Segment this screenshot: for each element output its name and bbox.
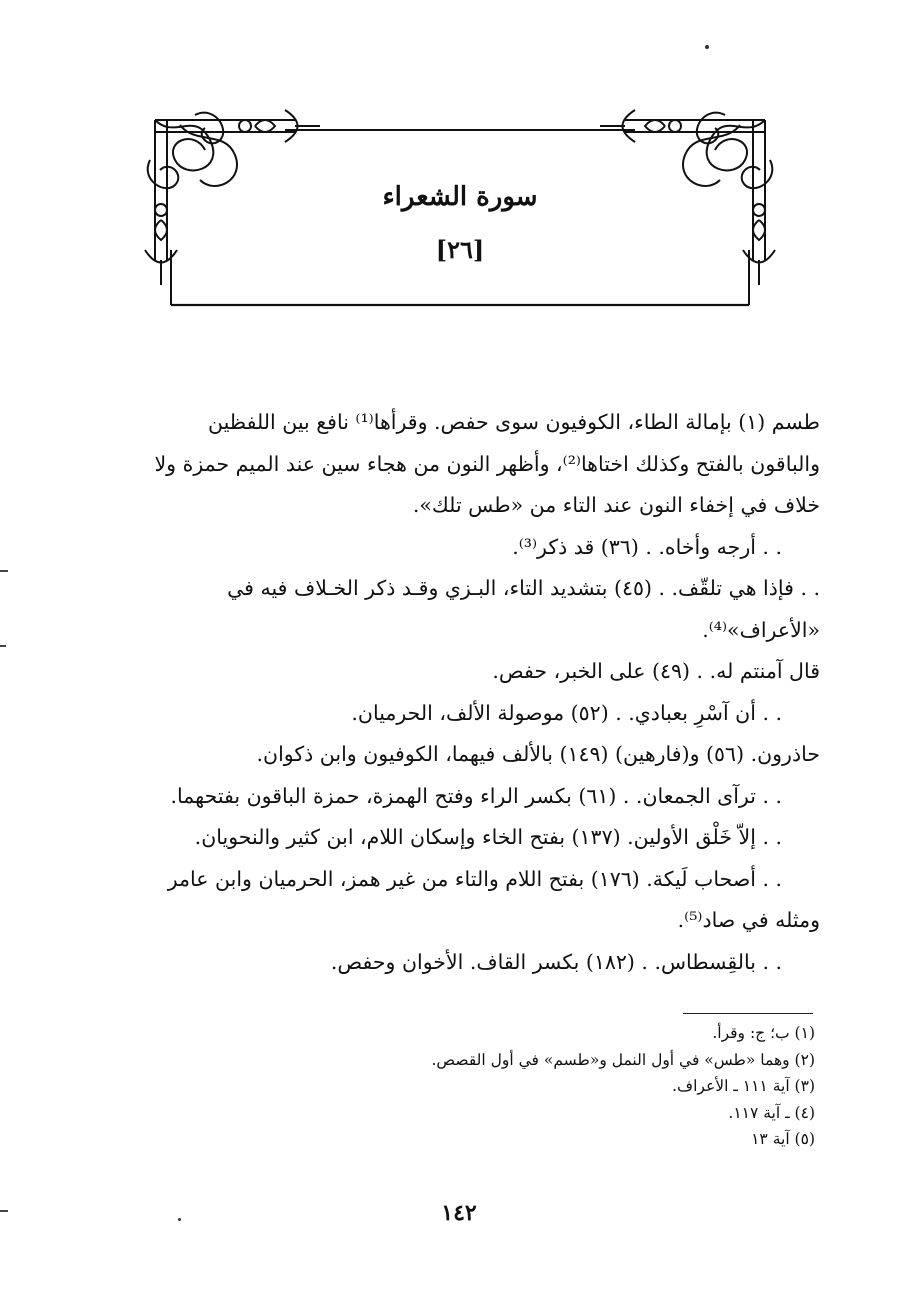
scan-speck [178,1218,181,1221]
text-line: . . أن آسْرِ بعبادي. . (٥٢) موصولة الألف، الحرميان. [351,700,782,725]
text-line: ومثله في صاد⁽⁵⁾. [677,908,820,932]
footnote-divider [683,1013,813,1014]
surah-title: سورة الشعراء [382,182,538,212]
text-line: . . ترآى الجمعان. . (٦١) بكسر الراء وفتح الهمزة، حمزة الباقون بفتحهما. [170,783,782,808]
body-text [112,402,820,983]
text-line: حاذرون. (٥٦) و(فارهين) (١٤٩) بالألف فيهما، الكوفيون وابن ذكوان. [256,742,820,766]
footnote: (٥) آية ١٣ [751,1130,815,1148]
footnote: (٢) وهما «طس» في أول النمل و«طسم» في أول القصص. [431,1050,815,1069]
scan-mark [0,1210,8,1212]
title-frame [135,100,785,320]
scan-mark [0,570,8,572]
page-number: ١٤٢ [441,1200,477,1226]
footnote: (١) ب؛ ج: وقرأ. [712,1024,815,1042]
surah-number: [٢٦] [435,235,485,264]
scan-mark [0,645,6,647]
scan-speck [705,45,709,49]
text-line: . . بالقِسطاس. . (١٨٢) بكسر القاف. الأخوان وحفص. [330,949,782,974]
footnotes [300,1020,815,1153]
text-line: والباقون بالفتح وكذلك اختاها⁽²⁾، وأظهر النون من هجاء سين عند الميم حمزة ولا [154,451,820,476]
text-line: . . أرجه وأخاه. . (٣٦) قد ذكر⁽³⁾. [512,534,782,559]
footnote: (٣) آية ١١١ ـ الأعراف. [672,1077,815,1095]
text-line: قال آمنتم له. . (٤٩) على الخبر، حفص. [492,659,820,683]
text-line: طسم (١) بإمالة الطاء، الكوفيون سوى حفص. وقرأها⁽¹⁾ نافع بين اللفظين [208,410,820,434]
footnote: (٤) ـ آية ١١٧. [728,1103,815,1122]
text-line: «الأعراف»⁽⁴⁾. [702,617,820,642]
text-line: خلاف في إخفاء النون عند التاء من «طس تلك». [412,493,820,517]
text-line: . . فإذا هي تلقّف. . (٤٥) بتشديد التاء، البـزي وقـد ذكر الخـلاف فيه في [227,576,820,600]
text-line: . . أصحاب لَيكة. (١٧٦) بفتح اللام والتاء من غير همز، الحرميان وابن عامر [167,866,782,891]
text-line: . . إلاّ خَلْق الأولين. (١٣٧) بفتح الخاء وإسكان اللام، ابن كثير والنحويان. [194,825,782,849]
